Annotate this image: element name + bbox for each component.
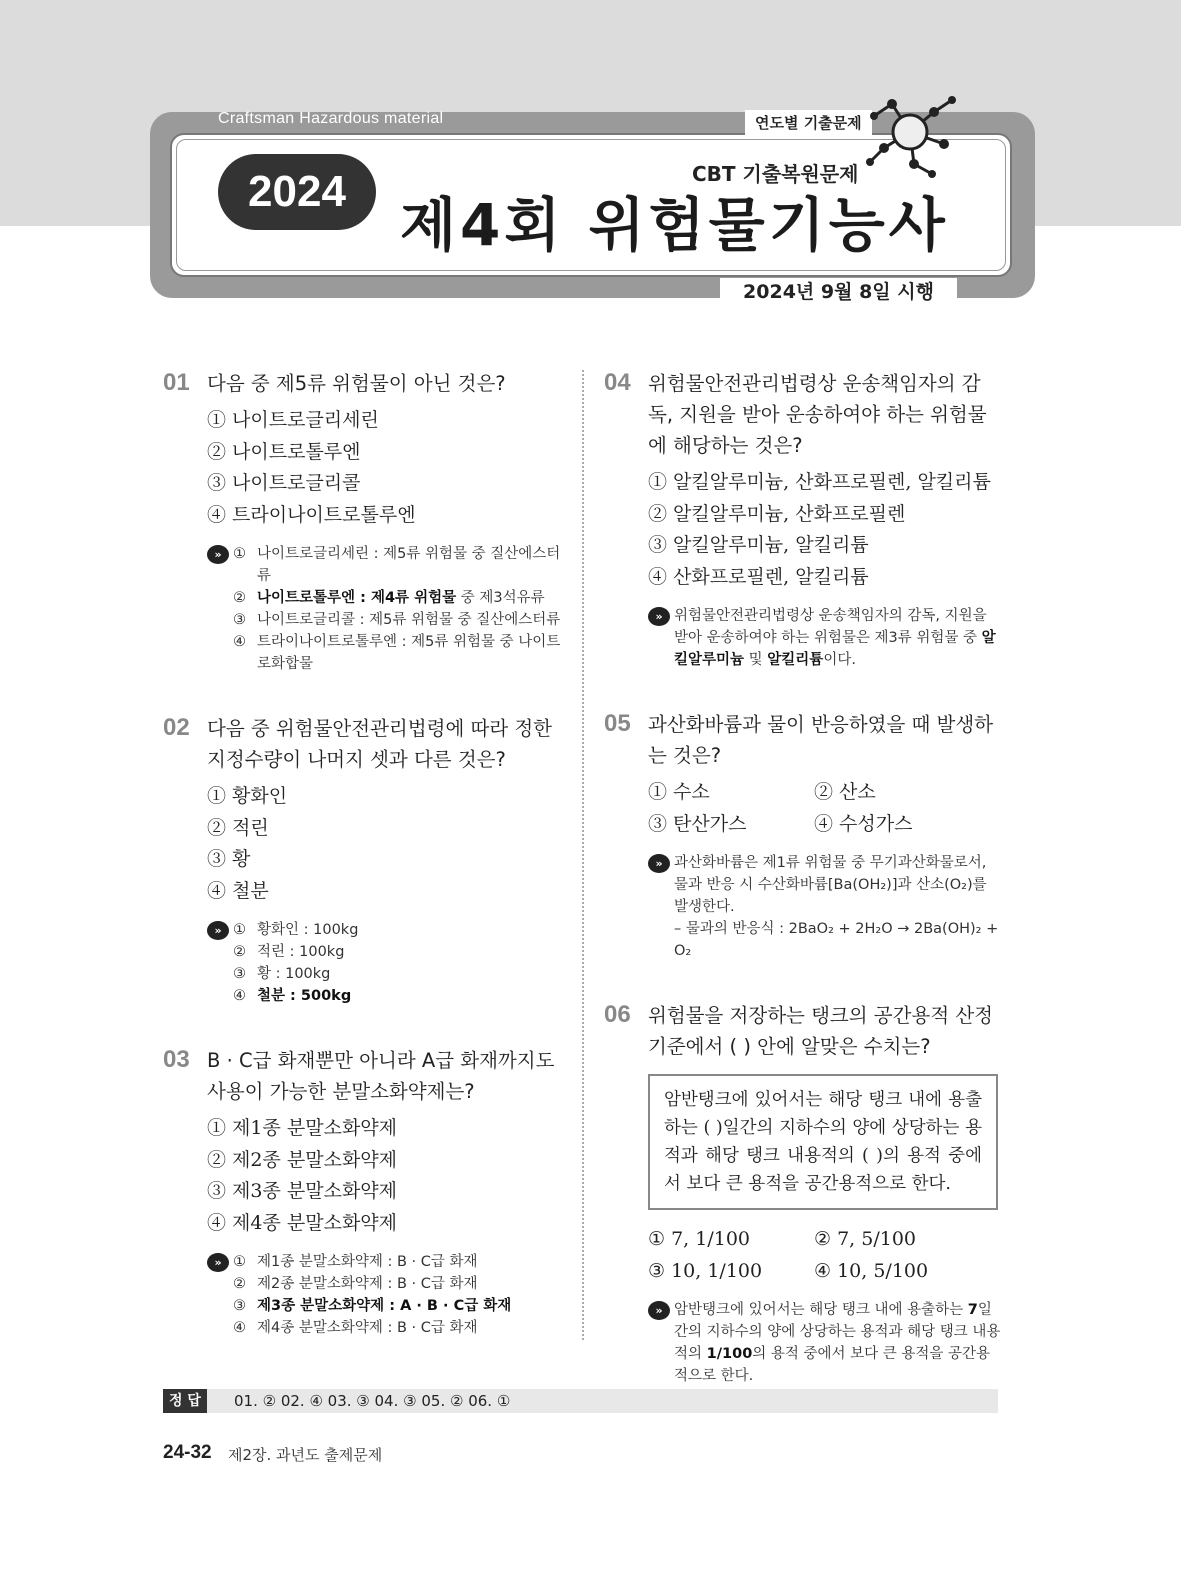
option: ② 적린	[207, 816, 269, 839]
explanation-text: 중 제3석유류	[456, 590, 545, 606]
option: ③ 알킬알루미늄, 알킬리튬	[648, 534, 869, 556]
explanation-number: ②	[233, 944, 246, 960]
explanation-number: ①	[233, 546, 246, 562]
question-text: 위험물안전관리법령상 운송책임자의 감독, 지원을 받아 운송하여야 하는 위험물에 해당하는 것은?	[648, 372, 987, 457]
explanation-number: ②	[233, 590, 246, 606]
explanation-text: 및	[744, 652, 768, 668]
exam-date: 2024년 9월 8일 시행	[720, 278, 957, 306]
answer-key: 01. ② 02. ④ 03. ③ 04. ③ 05. ② 06. ①	[234, 1392, 511, 1410]
explanation-icon: »	[648, 854, 670, 873]
question-number: 04	[604, 369, 631, 396]
option: ④ 트라이나이트로톨루엔	[207, 503, 416, 526]
question-text: B · C급 화재뿐만 아니라 A급 화재까지도 사용이 가능한 분말소화약제는?	[207, 1049, 555, 1103]
explanation-icon: »	[207, 545, 229, 564]
question-passage: 암반탱크에 있어서는 해당 탱크 내에 용출하는 ( )일간의 지하수의 양에 상당하는 용적과 해당 탱크 내용적의 ( )의 용적 중에서 보다 큰 용적을 공간용적으로 한다.	[648, 1074, 998, 1210]
question-number: 03	[163, 1046, 190, 1073]
explanation-text: 의 용적 중에서 보다 큰 용적을 공간용적으로 한다.	[674, 1346, 991, 1384]
option: ① 제1종 분말소화약제	[207, 1117, 397, 1139]
explanation-text: 나이트로글리콜 : 제5류 위험물 중 질산에스터류	[257, 612, 561, 628]
explanation-text: 제1종 분말소화약제 : B · C급 화재	[257, 1254, 478, 1270]
option: ② 제2종 분말소화약제	[207, 1148, 397, 1171]
option: ② 나이트로톨루엔	[207, 440, 361, 463]
cbt-label: CBT 기출복원문제	[692, 162, 859, 186]
explanation-text: 암반탱크에 있어서는 해당 탱크 내에 용출하는	[674, 1302, 968, 1318]
explanation-text: 이다.	[823, 652, 856, 668]
explanation-number: ③	[233, 1298, 246, 1314]
question-text: 위험물을 저장하는 탱크의 공간용적 산정기준에서 ( ) 안에 알맞은 수치는?	[648, 1004, 994, 1058]
question-01	[163, 368, 563, 675]
explanation-text: 과산화바륨은 제1류 위험물 중 무기과산화물로서, 물과 반응 시 수산화바륨[Ba(OH₂)]과 산소(O₂)를 발생한다.	[674, 855, 987, 915]
option: ① 나이트로글리세린	[207, 409, 379, 431]
explanation-bold: 알킬리튬	[767, 652, 824, 668]
explanation-number: ①	[233, 1254, 246, 1270]
question-number: 06	[604, 1001, 631, 1028]
option: ② 알킬알루미늄, 산화프로필렌	[648, 502, 906, 525]
option: ④ 수성가스	[814, 812, 913, 835]
reaction-formula: – 물과의 반응식 : 2BaO₂ + 2H₂O → 2Ba(OH)₂ + O₂	[674, 921, 999, 959]
explanation-text: 위험물안전관리법령상 운송책임자의 감독, 지원을 받아 운송하여야 하는 위험물은 제3류 위험물 중	[674, 608, 987, 646]
explanation-text: 나이트로글리세린 : 제5류 위험물 중 질산에스터류	[257, 546, 561, 584]
option: ① 황화인	[207, 785, 288, 807]
explanation-number: ③	[233, 966, 246, 982]
explanation	[163, 919, 563, 1007]
option-list	[163, 405, 563, 531]
chapter-title: 제2장. 과년도 출제문제	[228, 1446, 383, 1464]
explanation-text: 일간의 지하수의 양에 상당하는 용적과 해당 탱크 내용적의	[674, 1302, 1001, 1362]
option: ② 산소	[814, 781, 876, 803]
column-divider	[582, 370, 584, 1340]
explanation-number: ②	[233, 1276, 246, 1292]
question-02	[163, 713, 563, 1007]
explanation-icon: »	[207, 921, 229, 940]
option: ③ 제3종 분말소화약제	[207, 1180, 397, 1202]
option: ① 7, 1/100	[648, 1228, 750, 1250]
series-label: Craftsman Hazardous material	[218, 110, 444, 127]
explanation-bold: 7	[967, 1302, 978, 1318]
explanation	[604, 852, 1004, 962]
explanation-number: ④	[233, 1320, 246, 1336]
question-text: 과산화바륨과 물이 반응하였을 때 발생하는 것은?	[648, 713, 994, 767]
explanation-text: 황화인 : 100kg	[257, 922, 359, 938]
question-number: 05	[604, 710, 631, 737]
explanation-bold: 나이트로톨루엔 : 제4류 위험물	[257, 590, 457, 606]
question-number: 02	[163, 714, 190, 741]
molecule-icon	[862, 92, 962, 182]
explanation-number: ④	[233, 988, 246, 1004]
explanation	[604, 1299, 1004, 1387]
option-list	[604, 777, 1004, 840]
option: ③ 탄산가스	[648, 812, 747, 835]
explanation-text: 황 : 100kg	[257, 966, 331, 982]
explanation-number: ①	[233, 922, 246, 938]
option: ④ 10, 5/100	[814, 1259, 929, 1282]
option-list	[604, 1224, 1004, 1287]
year-badge: 2024	[218, 154, 376, 230]
explanation-bold: 알킬알루미늄	[674, 630, 996, 668]
question-04	[604, 368, 1004, 671]
explanation-icon: »	[207, 1253, 229, 1272]
option-list	[163, 1113, 563, 1239]
page-title: 제4회 위험물기능사	[400, 191, 949, 259]
page-number: 24-32	[163, 1442, 212, 1463]
right-column	[604, 368, 1004, 1425]
explanation	[163, 543, 563, 675]
option-list	[163, 781, 563, 907]
explanation-bold: 제3종 분말소화약제 : A · B · C급 화재	[257, 1298, 512, 1314]
explanation-bold: 철분 : 500kg	[257, 988, 352, 1004]
explanation	[163, 1251, 563, 1339]
explanation-text: 적린 : 100kg	[257, 944, 345, 960]
explanation-icon: »	[648, 1301, 670, 1320]
question-06	[604, 1000, 1004, 1387]
option: ③ 10, 1/100	[648, 1259, 763, 1282]
explanation-text: 제4종 분말소화약제 : B · C급 화재	[257, 1320, 478, 1336]
option: ③ 황	[207, 848, 251, 870]
explanation-number: ③	[233, 612, 246, 628]
option: ① 수소	[648, 781, 710, 803]
question-03	[163, 1045, 563, 1339]
option-list	[604, 467, 1004, 593]
option: ② 7, 5/100	[814, 1228, 916, 1250]
question-number: 01	[163, 369, 190, 396]
explanation-text: 트라이나이트로톨루엔 : 제5류 위험물 중 나이트로화합물	[257, 634, 561, 672]
question-text: 다음 중 제5류 위험물이 아닌 것은?	[207, 372, 506, 395]
option: ④ 산화프로필렌, 알킬리튬	[648, 565, 869, 588]
explanation-bold: 1/100	[706, 1346, 753, 1362]
option: ④ 제4종 분말소화약제	[207, 1211, 397, 1234]
option: ④ 철분	[207, 879, 269, 902]
explanation-text: 제2종 분말소화약제 : B · C급 화재	[257, 1276, 478, 1292]
left-column	[163, 368, 563, 1377]
series-tag: 연도별 기출문제	[745, 110, 872, 135]
question-text: 다음 중 위험물안전관리법령에 따라 정한 지정수량이 나머지 셋과 다른 것은?	[207, 717, 553, 771]
answer-label: 정 답	[163, 1389, 207, 1413]
question-05	[604, 709, 1004, 962]
option: ① 알킬알루미늄, 산화프로필렌, 알킬리튬	[648, 471, 991, 493]
explanation	[604, 605, 1004, 671]
explanation-icon: »	[648, 607, 670, 626]
option: ③ 나이트로글리콜	[207, 472, 361, 494]
explanation-number: ④	[233, 634, 246, 650]
